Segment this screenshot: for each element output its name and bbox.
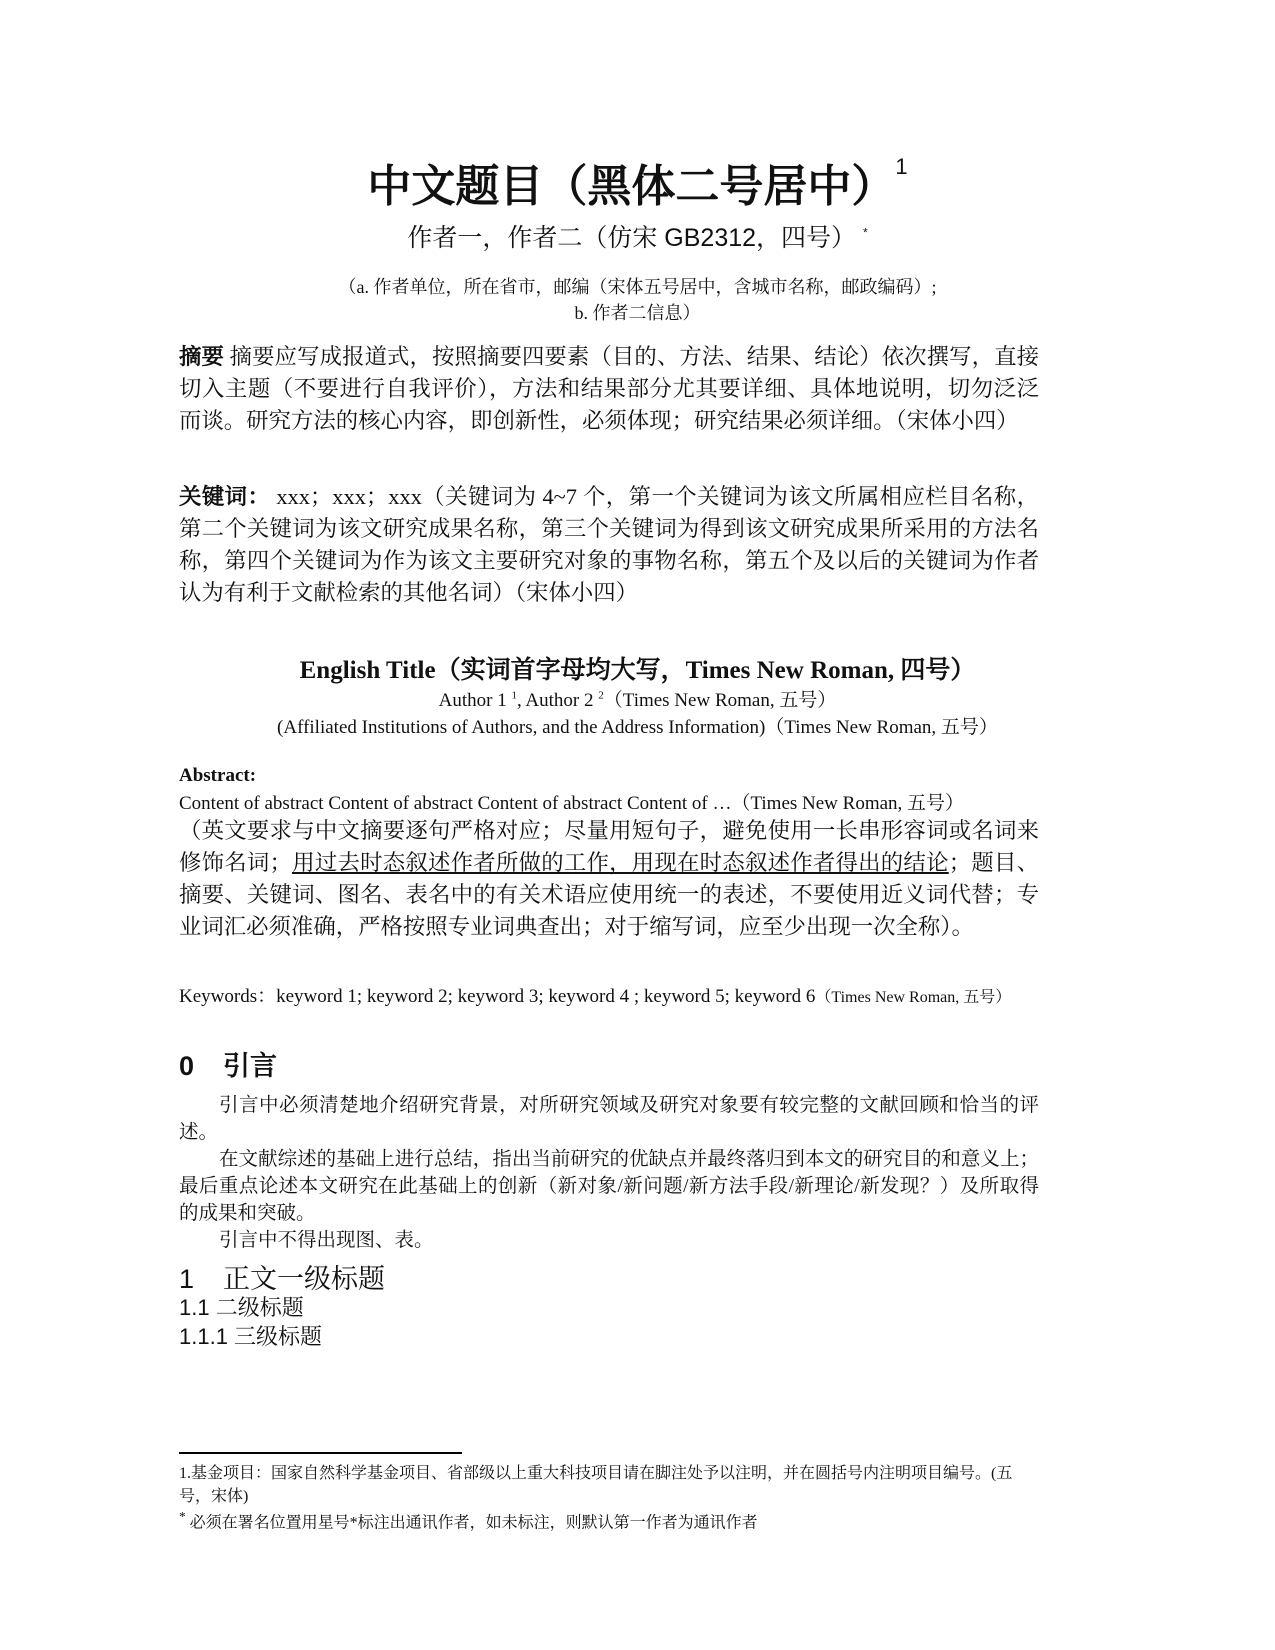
abstract-text: 摘要应写成报道式，按照摘要四要素（目的、方法、结果、结论）依次撰写，直接切入主题（不要进行自我评价），方法和结果部分尤其要详细、具体地说明，切勿泛泛而谈。研究方法的核心内容，即创新性，必须体现；研究结果必须详细。（宋体小四） xyxy=(179,344,1039,433)
english-abstract-note xyxy=(179,815,1039,943)
section-number: 0 xyxy=(179,1051,195,1081)
authors-text: 作者一，作者二（仿宋 GB2312，四号） xyxy=(407,224,857,252)
affiliation-line-1: （a. 作者单位，所在省市，邮编（宋体五号居中，含城市名称，邮政编码）; xyxy=(338,277,937,297)
abstract-label: 摘要 xyxy=(179,344,224,369)
note-part-1: （英文要求与中文摘要逐句严格对应；尽量用短句子，避免使用一长串形容词或名词来修饰名词； xyxy=(179,818,1039,875)
chinese-authors xyxy=(0,218,1275,254)
english-abstract-text: Content of abstract Content of abstract Content of abstract Content of …（Times New Roman, 五号） xyxy=(179,793,965,814)
corresponding-mark: * xyxy=(862,225,868,240)
english-affiliation: (Affiliated Institutions of Authors, and the Address Information)（Times New Roman, 五号） xyxy=(277,717,998,738)
english-keywords xyxy=(179,984,1039,1010)
footnote-2-text: 必须在署名位置用星号*标注出通讯作者，如未标注，则默认第一作者为通讯作者 xyxy=(185,1514,758,1532)
section-1-1-heading: 1.1 二级标题 xyxy=(179,1295,304,1320)
english-title: English Title（实词首字母均大写，Times New Roman, 四号） xyxy=(299,657,976,684)
intro-paragraph: 引言中必须清楚地介绍研究背景，对所研究领域及研究对象要有较完整的文献回顾和恰当的评述。 xyxy=(179,1095,1039,1143)
affiliation-line-2: b. 作者二信息） xyxy=(574,303,701,323)
footnote-1: 1.基金项目：国家自然科学基金项目、省部级以上重大科技项目请在脚注处予以注明，并在圆括号内注明项目编号。(五号，宋体) xyxy=(179,1465,1013,1505)
note-underlined: 用过去时态叙述作者所做的工作，用现在时态叙述作者得出的结论 xyxy=(291,850,949,875)
english-authors xyxy=(0,685,1275,712)
author-1-sup: 1 xyxy=(511,689,517,702)
section-0-heading xyxy=(179,1044,1039,1083)
section-title: 引言 xyxy=(223,1051,277,1081)
keywords-text: xxx；xxx；xxx（关键词为 4~7 个，第一个关键词为该文所属相应栏目名称，第二个关键词为该文研究成果名称，第三个关键词为得到该文研究成果所采用的方法名称，第四个关键词为作为该文主要研究对象的事物名称，第五个及以后的关键词为作者认为有利于文献检索的其他名词）（宋体小四） xyxy=(179,484,1039,605)
note-part-2: ；题目、摘要、关键词、图名、表名中的有关术语应使用统一的表述，不要使用近义词代替；专业词汇必须准确，严格按照专业词典查出；对于缩写词，应至少出现一次全称）。 xyxy=(179,850,1040,939)
author-2-sup: 2 xyxy=(598,689,604,702)
chinese-affiliation xyxy=(0,274,1275,326)
chinese-title xyxy=(0,150,1275,214)
section-number: 1 xyxy=(179,1264,195,1294)
intro-paragraph: 在文献综述的基础上进行总结，指出当前研究的优缺点并最终落归到本文的研究目的和意义上；最后重点论述本文研究在此基础上的创新（新对象/新问题/新方法手段/新理论/新发现？）及所取得的成果和突破。 xyxy=(179,1149,1039,1224)
author-2: , Author 2 xyxy=(516,690,594,711)
chinese-keywords xyxy=(179,481,1039,609)
english-abstract xyxy=(179,762,1039,818)
footnote-ref-1: 1 xyxy=(895,154,908,179)
section-1-1-1-heading: 1.1.1 三级标题 xyxy=(179,1324,323,1349)
footnote-2-mark: * xyxy=(179,1509,186,1524)
english-abstract-label: Abstract: xyxy=(179,765,257,786)
keywords-label: 关键词： xyxy=(179,484,271,509)
footnote-separator xyxy=(179,1452,462,1454)
authors-note: （Times New Roman, 五号） xyxy=(603,690,837,711)
english-keywords-text: Keywords：keyword 1; keyword 2; keyword 3; keyword 4 ; keyword 5; keyword 6 xyxy=(179,986,816,1007)
chinese-abstract xyxy=(179,341,1039,437)
footnote-2 xyxy=(179,1509,1039,1532)
english-keywords-note: （Times New Roman, 五号） xyxy=(815,989,1012,1006)
chinese-title-text: 中文题目（黑体二号居中） xyxy=(367,162,896,211)
section-title: 正文一级标题 xyxy=(223,1264,385,1294)
author-1: Author 1 xyxy=(438,690,507,711)
intro-paragraph: 引言中不得出现图、表。 xyxy=(219,1230,434,1251)
